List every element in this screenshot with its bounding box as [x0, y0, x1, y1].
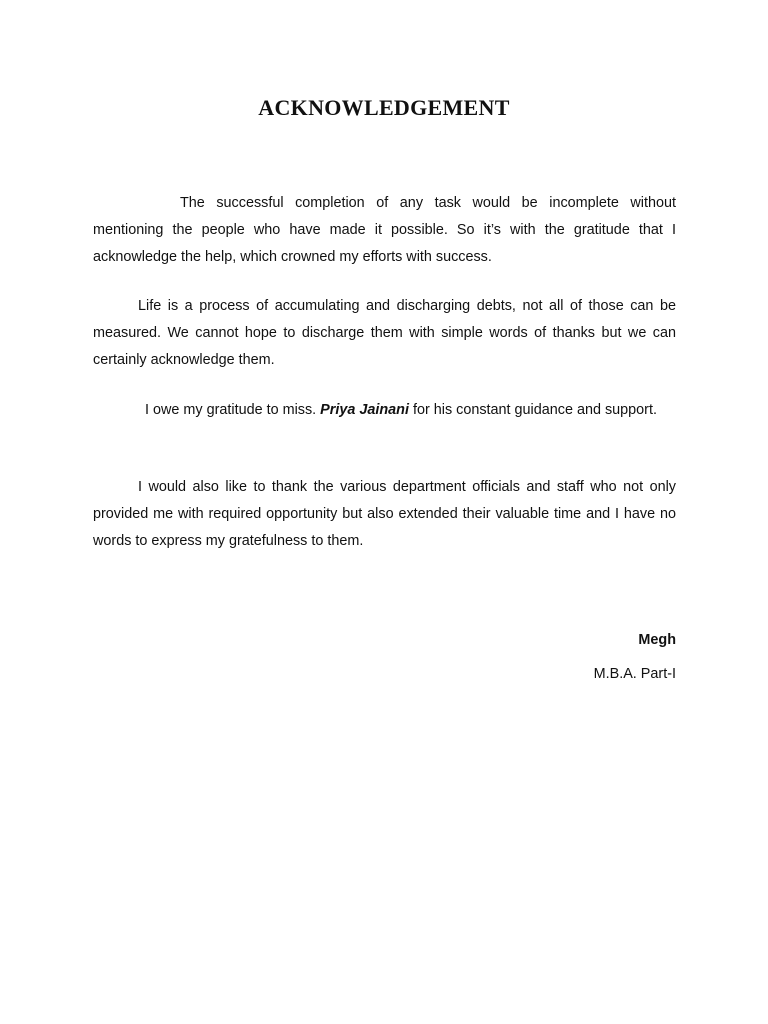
paragraph-3-text-before: I owe my gratitude to miss.	[145, 402, 321, 418]
mentor-name: Priya Jainani	[320, 402, 409, 418]
paragraph-4: I would also like to thank the various department officials and staff who not only provided me with required opportunity but also extended their valuable time and I have no words to express my gratefulness to them.	[93, 479, 676, 549]
paragraph-1: The successful completion of any task would be incomplete without mentioning the people who have made it possible. So it’s with the gratitude that I acknowledge the help, which crowned my efforts with success.	[93, 195, 676, 265]
signature-class: M.B.A. Part-I	[593, 666, 676, 682]
signature-name: Megh	[638, 632, 676, 648]
page-title: ACKNOWLEDGEMENT	[258, 95, 510, 120]
paragraph-3	[93, 397, 676, 424]
paragraph-2: Life is a process of accumulating and discharging debts, not all of those can be measured. We cannot hope to discharge them with simple words of thanks but we can certainly acknowledge them.	[93, 298, 676, 368]
paragraph-3-text-after: for his constant guidance and support.	[408, 402, 657, 418]
